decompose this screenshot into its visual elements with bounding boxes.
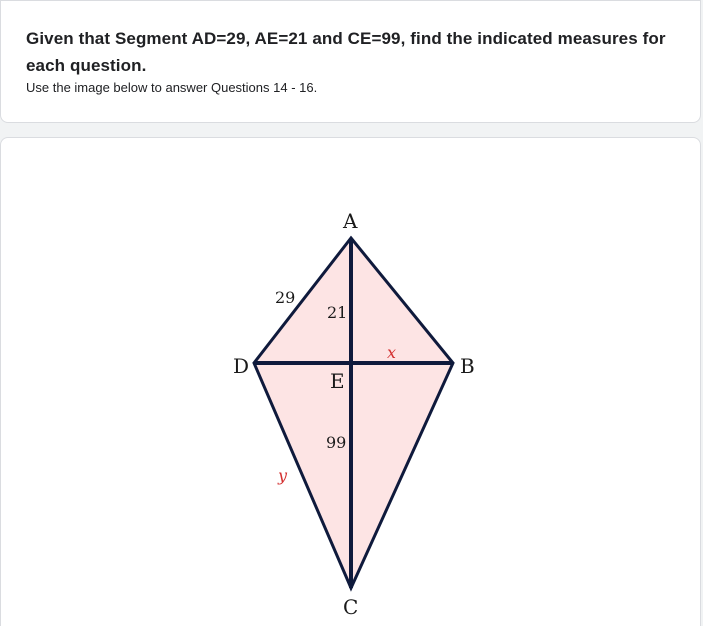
measure-ce: 99 (326, 433, 347, 452)
vertex-label-c: C (343, 595, 359, 619)
vertex-label-d: D (233, 354, 250, 378)
vertex-label-a: A (343, 209, 358, 233)
measure-ae: 21 (327, 303, 348, 322)
vertex-label-e: E (330, 369, 345, 393)
variable-x: x (387, 343, 397, 362)
vertex-label-b: B (460, 354, 475, 378)
measure-ad: 29 (275, 288, 296, 307)
question-title: Given that Segment AD=29, AE=21 and CE=99, find the indicated measures for each question. (26, 29, 666, 75)
question-description: Use the image below to answer Questions 14 - 16. (26, 80, 318, 95)
variable-y: y (278, 466, 288, 485)
